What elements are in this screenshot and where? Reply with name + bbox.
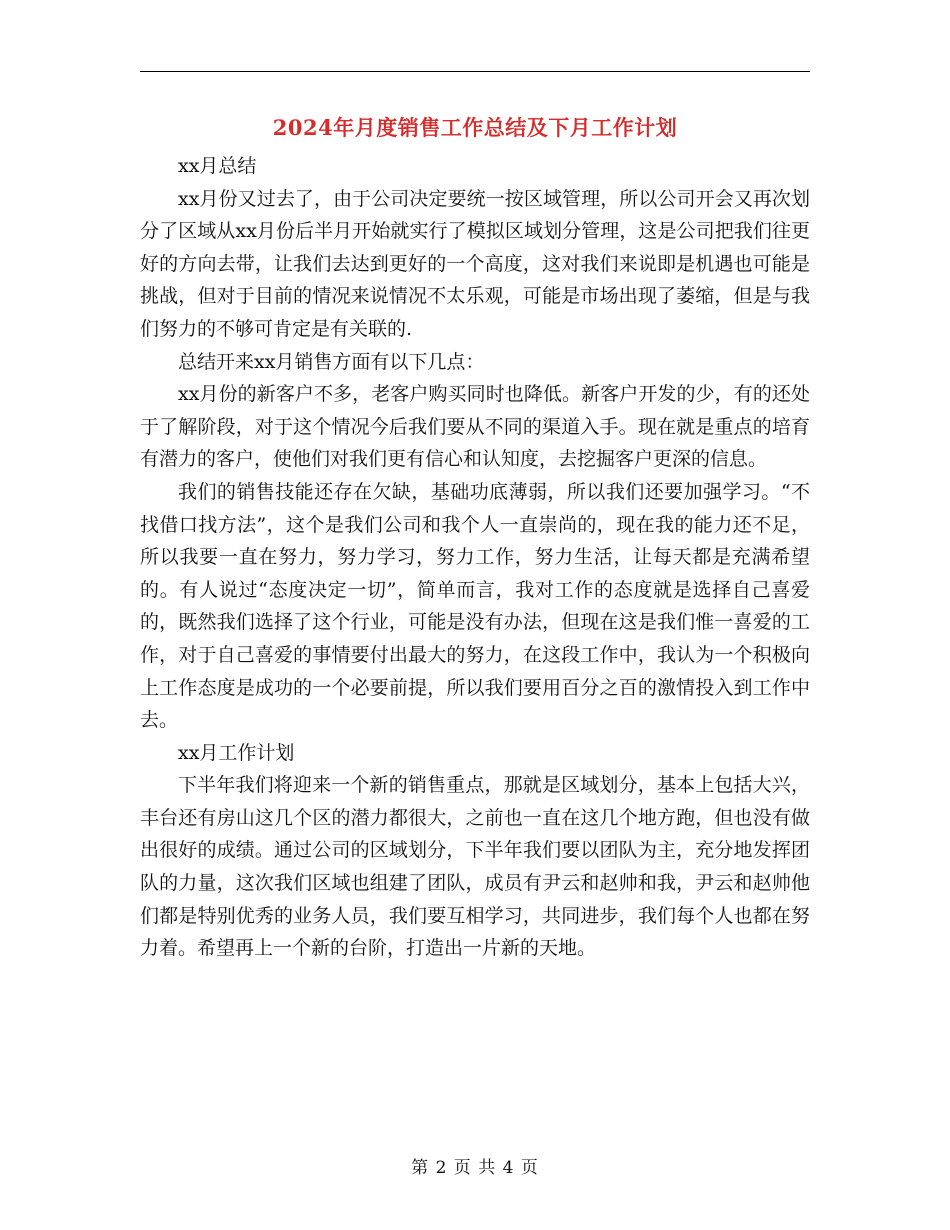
body-paragraph: 我们的销售技能还存在欠缺，基础功底薄弱，所以我们还要加强学习。“不找借口找方法”，这个是我们公司和我个人一直崇尚的，现在我的能力还不足，所以我要一直在努力，努力学习，努力工作，努力生活，让每天都是充满希望的。有人说过“态度决定一切”，简单而言，我对工作的态度就是选择自己喜爱的，既然我们选择了这个行业，可能是没有办法，但现在这是我们惟一喜爱的工作，对于自己喜爱的事情要付出最大的努力，在这段工作中，我认为一个积极向上工作态度是成功的一个必要前提，所以我们要用百分之百的激情投入到工作中去。 — [140, 480, 810, 732]
header-rule — [140, 71, 810, 72]
document-title: 2024年月度销售工作总结及下月工作计划 — [272, 115, 678, 140]
body-paragraph: 下半年我们将迎来一个新的销售重点，那就是区域划分，基本上包括大兴，丰台还有房山这几个区的潜力都很大，之前也一直在这几个地方跑，但也没有做出很好的成绩。通过公司的区域划分，下半年我们要以团队为主，充分地发挥团队的力量，这次我们区域也组建了团队，成员有尹云和赵帅和我，尹云和赵帅他们都是特别优秀的业务人员，我们要互相学习，共同进步，我们每个人也都在努力着。希望再上一个新的台阶，打造出一片新的天地。 — [140, 774, 810, 960]
body-paragraph: xx月份又过去了，由于公司决定要统一按区域管理，所以公司开会又再次划分了区域从xx月份后半月开始就实行了模拟区域划分管理，这是公司把我们往更好的方向去带，让我们去达到更好的一个高度，这对我们来说即是机遇也可能是挑战，但对于目前的情况来说情况不太乐观，可能是市场出现了萎缩，但是与我们努力的不够可肯定是有关联的. — [140, 187, 810, 340]
body-paragraph: xx月份的新客户不多，老客户购买同时也降低。新客户开发的少，有的还处于了解阶段，对于这个情况今后我们要从不同的渠道入手。现在就是重点的培育有潜力的客户，使他们对我们更有信心和认知度，去挖掘客户更深的信息。 — [140, 383, 810, 471]
body-paragraph: 总结开来xx月销售方面有以下几点： — [178, 350, 485, 373]
document-body — [140, 150, 810, 965]
section-heading-summary: xx月总结 — [178, 155, 257, 177]
page-number-footer: 第 2 页 共 4 页 — [411, 1158, 539, 1178]
section-heading-plan: xx月工作计划 — [178, 741, 295, 764]
